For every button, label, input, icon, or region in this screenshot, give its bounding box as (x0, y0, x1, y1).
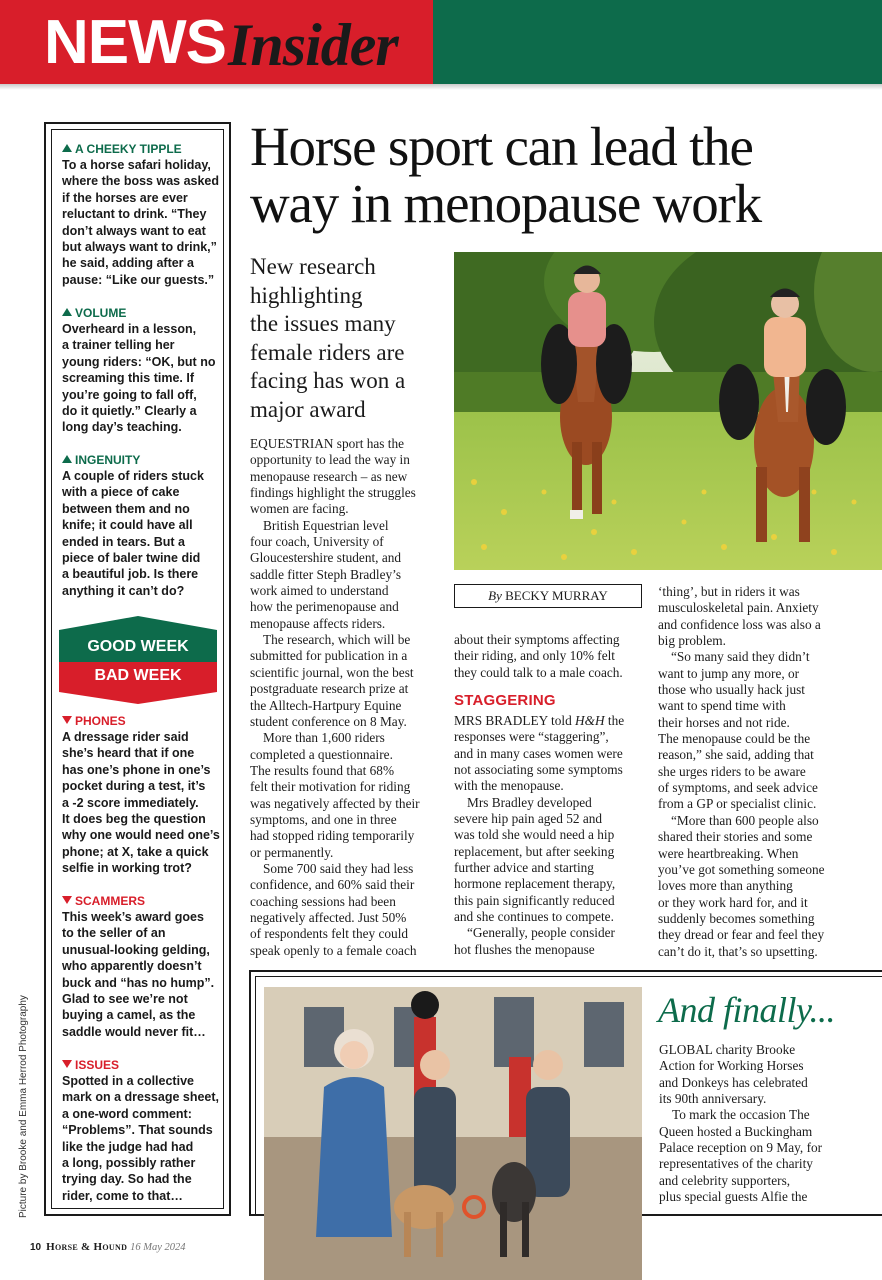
article-paragraph: “Generally, people consider hot flushes the menopause (454, 925, 615, 957)
palace-reception-illustration (264, 987, 642, 1280)
finally-paragraph: To mark the occasion The Queen hosted a Buckingham Palace reception on 9 May, for representatives of the charity and celebrity supporters, plus special guests Alfie the (659, 1107, 823, 1205)
magazine-name: Horse & Hound (46, 1241, 128, 1253)
sidebar-item-cheeky-tipple (62, 141, 222, 288)
sidebar-item-issues (62, 1057, 222, 1204)
finally-paragraph: GLOBAL charity Brooke Action for Working Horses and Donkeys has celebrated its 90th anniversary. (659, 1042, 808, 1107)
sidebar-item-text: This week’s award goes to the seller of an unusual-looking gelding, who apparently doesn’t buck and “has no hump”. Glad to see we’re not buying a camel, as the saddle would never fit… (62, 910, 215, 1039)
article-paragraph: The research, which will be submitted for publication in a scientific journal, won the best postgraduate research prize at the Alltech-Hartpury Equine student conference on 8 May. (250, 632, 414, 729)
article-paragraph: Some 700 said they had less confidence, and 60% said their coaching sessions had been negatively affected. Just 50% of respondents felt they could speak openly to a female coach (250, 860, 417, 958)
article-paragraph: ‘thing’, but in riders it was musculoskeletal pain. Anxiety and confidence loss was also a big problem. (658, 584, 821, 649)
article-paragraph: about their symptoms affecting their riding, and only 10% felt they could talk to a male coach. (454, 632, 623, 680)
page-number: 10 (30, 1242, 42, 1253)
good-week-banner-tip (59, 616, 217, 630)
article-paragraph: Mrs Bradley developed severe hip pain aged 52 and was told she would need a hip replacement, but after seeking further advice and starting hormone replacement therapy, this pain significantly reduced and she continues to compete. (454, 794, 616, 925)
article-paragraph: “More than 600 people also shared their stories and some were heartbreaking. When you’ve got something someone loves more than anything or they work hard for, and it suddenly becomes something they dread or fear and feel they can’t do it, that’s so upsetting. (658, 812, 825, 959)
sidebar-item-heading: ISSUES (62, 1057, 222, 1073)
article-headline: Horse sport can lead the way in menopause work (250, 116, 761, 234)
sidebar-item-heading: SCAMMERS (62, 893, 222, 909)
riders-photo (454, 252, 882, 570)
article-paragraph: MRS BRADLEY told H&H the responses were “staggering”, and in many cases women were not associating some symptoms with the menopause. (454, 713, 625, 794)
article-paragraph: More than 1,600 riders completed a questionnaire. The results found that 68% felt their motivation for riding was negatively affected by their symptoms, and one in three had stopped riding temporarily or permanently. (250, 730, 420, 860)
finally-box-rule-left-inner (255, 976, 256, 1216)
sidebar-item-text: A couple of riders stuck with a piece of cake between them and no knife; it could have all ended in tears. But a piece of baler twine did a beautiful job. Is there anything it can’t do? (62, 469, 204, 598)
article-column-2-bottom (454, 713, 649, 958)
sidebar-item-heading: PHONES (62, 713, 222, 729)
header-green-band (433, 0, 882, 84)
riders-photo-illustration (454, 252, 882, 570)
arrow-up-icon (62, 308, 72, 316)
article-paragraph: EQUESTRIAN sport has the opportunity to lead the way in menopause research – as new findings highlight the struggles women are facing. (250, 436, 416, 517)
article-byline: By BECKY MURRAY (454, 584, 642, 608)
arrow-up-icon (62, 455, 72, 463)
article-paragraph: British Equestrian level four coach, University of Gloucestershire student, and saddle fitter Steph Bradley’s work aimed to understand how the perimenopause and menopause affects riders. (250, 517, 402, 631)
article-column-2-top (454, 632, 649, 681)
article-column-3 (658, 584, 848, 960)
finally-box-rule-top (249, 970, 882, 972)
arrow-down-icon (62, 896, 72, 904)
sidebar-item-heading: VOLUME (62, 305, 222, 321)
article-paragraph: “So many said they didn’t want to jump any more, or those who usually hack just want to spend time with their horses and not ride. The menopause could be the reason,” she said, adding that she urges riders to be aware of symptoms, and seek advice from a GP or specialist clinic. (658, 649, 818, 812)
finally-text (659, 1042, 849, 1205)
sidebar-item-heading: INGENUITY (62, 452, 222, 468)
section-title-news: NEWS (44, 8, 226, 77)
page-folio (30, 1241, 186, 1253)
bad-week-banner-tip (59, 692, 217, 704)
arrow-down-icon (62, 716, 72, 724)
sidebar-item-text: A dressage rider said she’s heard that if one has one’s phone in one’s pocket during a test, it’s a -2 score immediately. It does beg the question why one would need one’s phone; at X, take a quick selfie in working trot? (62, 730, 220, 876)
arrow-up-icon (62, 144, 72, 152)
sidebar-item-text: Spotted in a collective mark on a dressage sheet, a one-word comment: “Problems”. That sounds like the judge had had a long, possibly rather trying day. So had the rider, come to that… (62, 1074, 220, 1203)
sidebar-item-heading: A CHEEKY TIPPLE (62, 141, 222, 157)
finally-title: And finally... (658, 990, 835, 1030)
sidebar-item-phones (62, 713, 222, 877)
article-subhead: STAGGERING (454, 692, 556, 709)
issue-date: 16 May 2024 (130, 1242, 186, 1253)
sidebar-item-volume (62, 305, 222, 436)
bad-week-banner: BAD WEEK (59, 662, 217, 692)
good-week-banner: GOOD WEEK (59, 630, 217, 662)
palace-reception-photo (264, 987, 642, 1280)
finally-box-rule-left (249, 970, 251, 1216)
header-shadow (0, 84, 882, 90)
article-standfirst: New research highlighting the issues many female riders are facing has won a major award (250, 254, 406, 422)
sidebar-item-scammers (62, 893, 222, 1040)
sidebar-item-text: To a horse safari holiday, where the boss was asked if the horses are ever reluctant to drink. “They don’t always want to eat but always want to drink,” he said, adding after a pause: “Like our guests.” (62, 158, 220, 287)
sidebar-item-text: Overheard in a lesson, a trainer telling her young riders: “OK, but no screaming this time. If you’re going to fall off, do it quietly.” Clearly a long day’s teaching. (62, 322, 216, 435)
arrow-down-icon (62, 1060, 72, 1068)
article-column-1 (250, 436, 443, 959)
section-title-insider: Insider (228, 12, 398, 78)
finally-box-rule-top-inner (255, 976, 882, 977)
sidebar-item-ingenuity (62, 452, 222, 599)
